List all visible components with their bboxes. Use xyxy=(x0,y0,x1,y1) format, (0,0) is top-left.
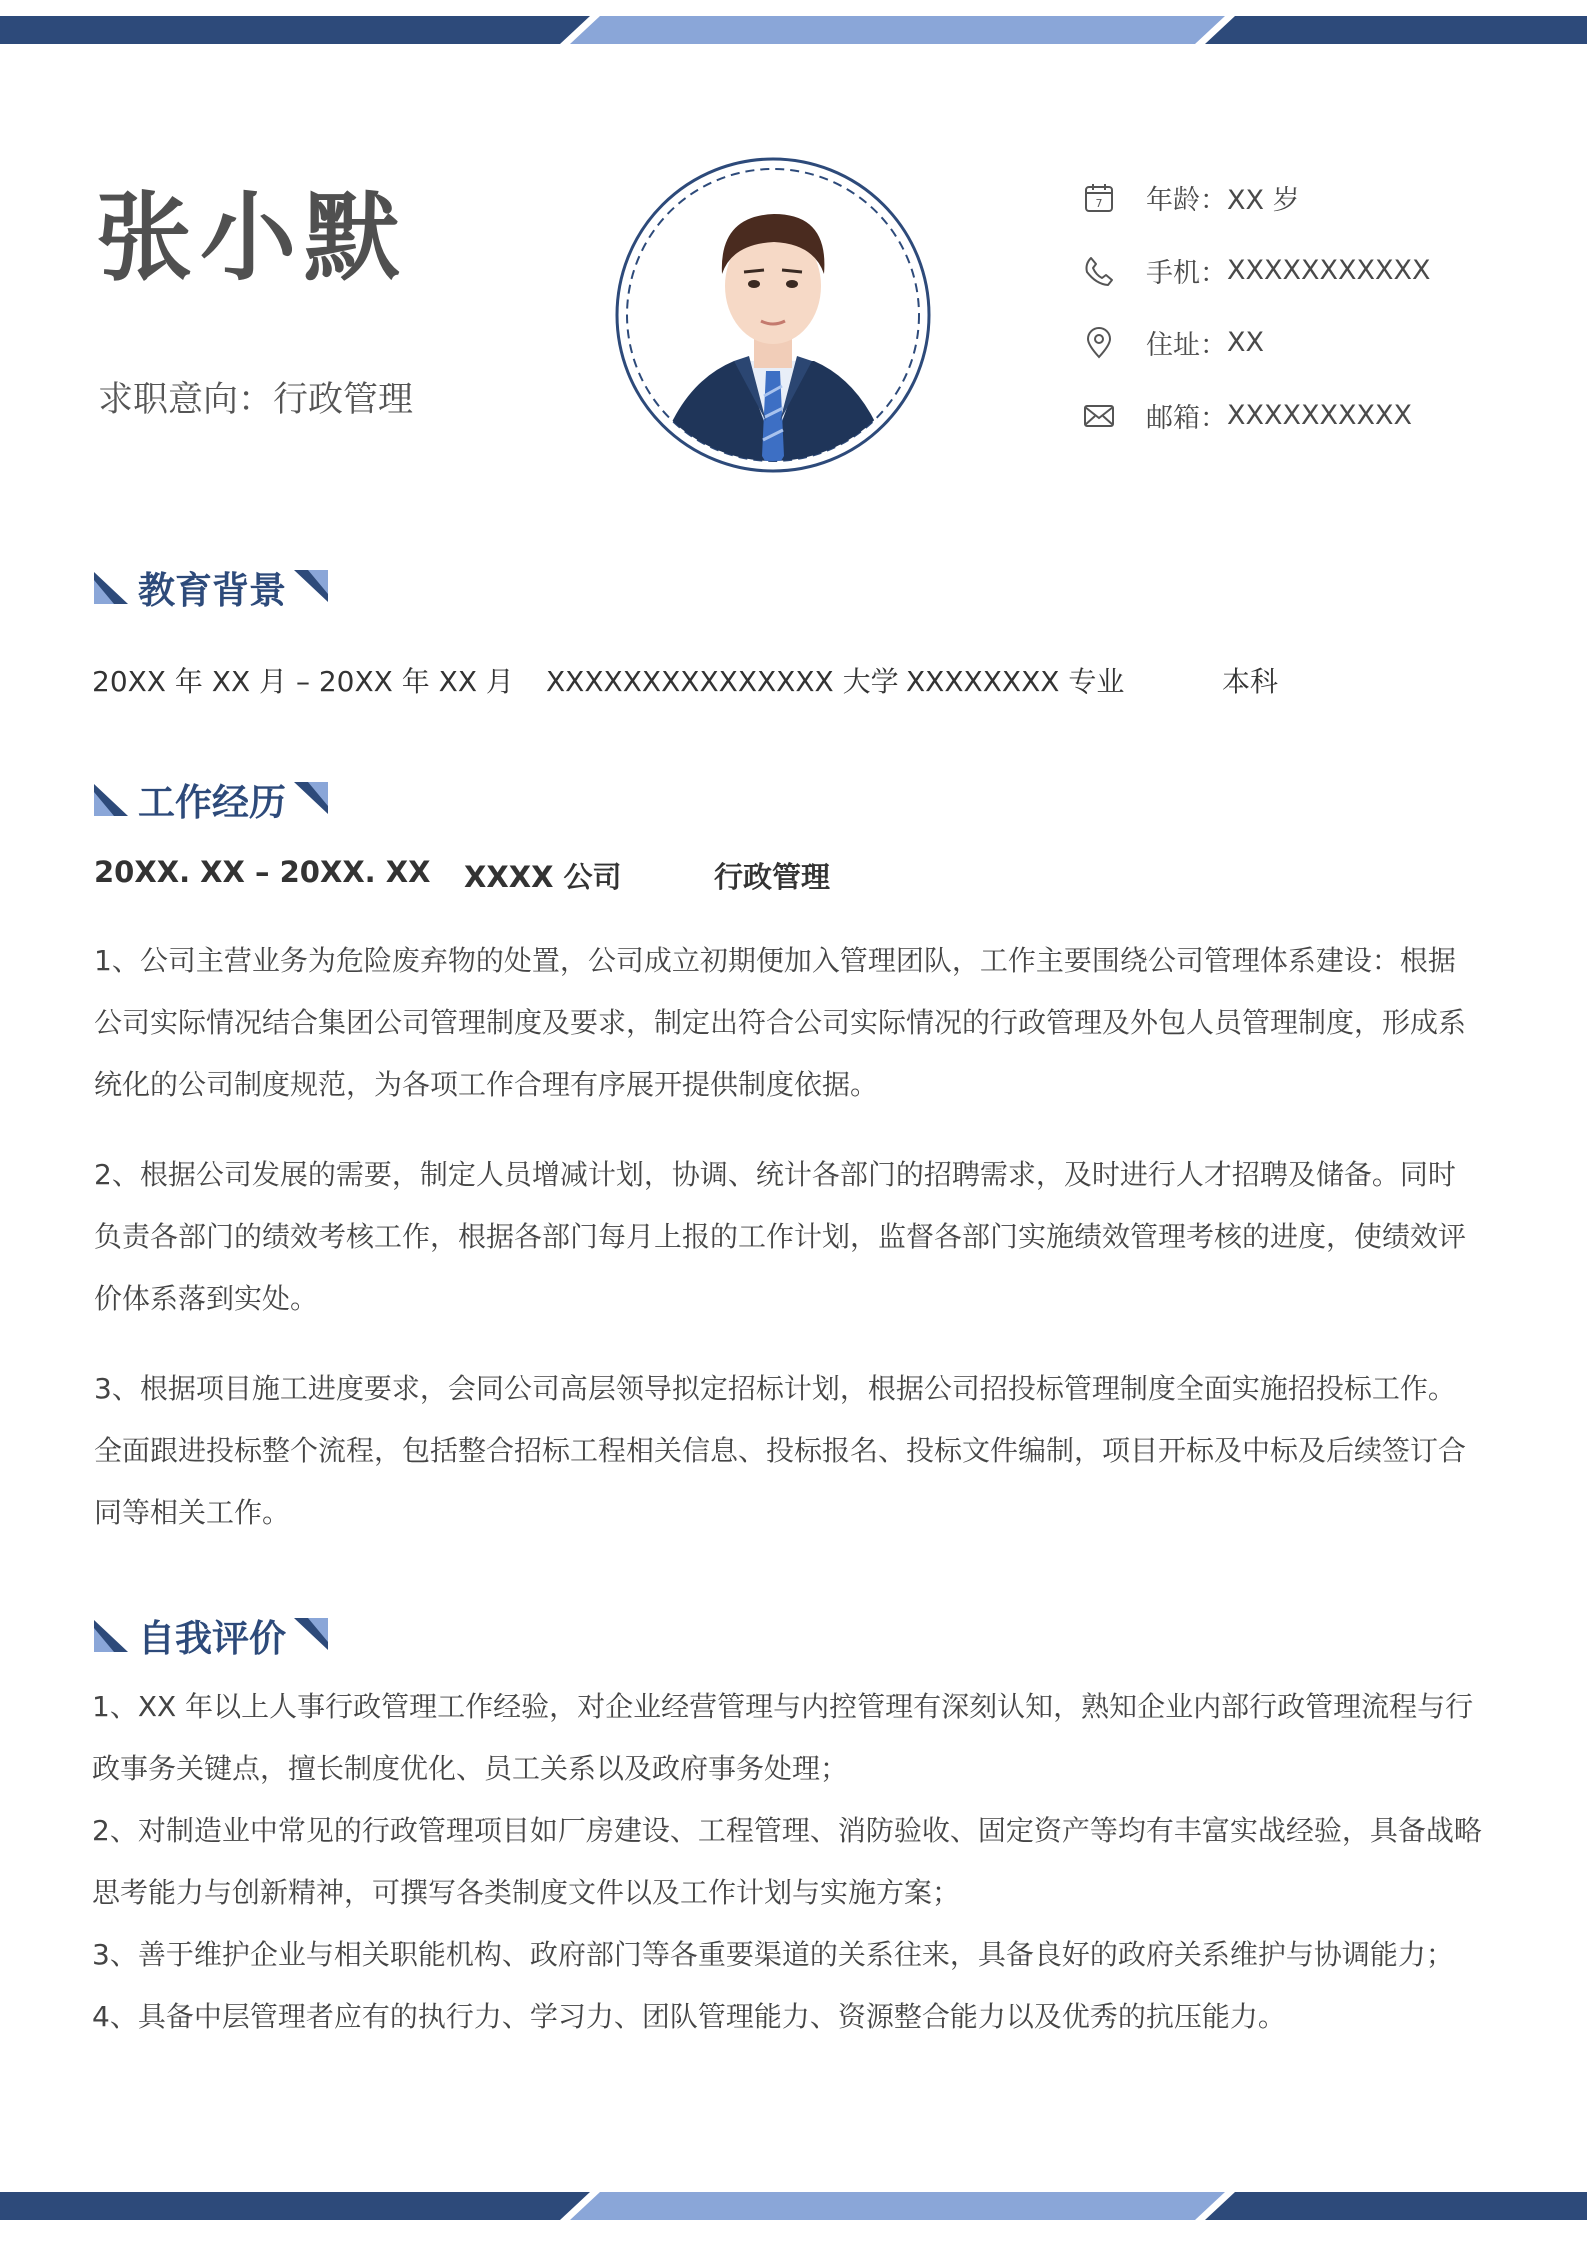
age-label: 年龄： xyxy=(1146,185,1227,216)
contact-address xyxy=(1082,323,1264,362)
evaluation-title: 自我评价 xyxy=(138,1617,286,1660)
evaluation-list xyxy=(92,1676,1492,2048)
list-item: 1、XX 年以上人事行政管理工作经验，对企业经营管理与内控管理有深刻认知，熟知企业内部行政管理流程与行政事务关键点，擅长制度优化、员工关系以及政府事务处理； xyxy=(92,1690,1474,1785)
section-corner-right-icon xyxy=(294,1618,328,1652)
contact-phone xyxy=(1082,251,1430,290)
phone-label: 手机： xyxy=(1146,258,1227,289)
education-school: XXXXXXXXXXXXXXX 大学 xyxy=(546,665,899,698)
top-decor-band xyxy=(0,16,1587,44)
section-title-work xyxy=(94,772,328,826)
list-item: 4、具备中层管理者应有的执行力、学习力、团队管理能力、资源整合能力以及优秀的抗压能力。 xyxy=(92,2000,1286,2033)
location-icon xyxy=(1082,326,1116,360)
work-period: 20XX. XX – 20XX. XX xyxy=(94,855,431,889)
svg-text:7: 7 xyxy=(1095,196,1103,210)
avatar xyxy=(614,156,932,474)
job-intent-value: 行政管理 xyxy=(273,380,414,420)
section-corner-right-icon xyxy=(294,782,328,816)
address-label: 住址： xyxy=(1146,330,1227,361)
candidate-name: 张小默 xyxy=(96,182,408,294)
list-item: 2、对制造业中常见的行政管理项目如厂房建设、工程管理、消防验收、固定资产等均有丰富实战经验，具备战略思考能力与创新精神，可撰写各类制度文件以及工作计划与实施方案； xyxy=(92,1814,1482,1909)
email-label: 邮箱： xyxy=(1146,403,1227,434)
education-major: XXXXXXXX 专业 xyxy=(906,665,1125,698)
section-title-evaluation xyxy=(94,1608,328,1662)
work-position: 行政管理 xyxy=(714,860,831,894)
job-intent xyxy=(98,372,413,422)
work-title: 工作经历 xyxy=(138,781,286,824)
job-intent-label: 求职意向： xyxy=(98,380,274,420)
section-corner-right-icon xyxy=(294,570,328,604)
mail-icon xyxy=(1082,399,1116,433)
contact-age xyxy=(1082,178,1300,217)
work-paragraph-3: 3、根据项目施工进度要求，会同公司高层领导拟定招标计划，根据公司招投标管理制度全面实施招投标工作。全面跟进投标整个流程，包括整合招标工程相关信息、投标报名、投标文件编制，项目开标及中标及后续签订合同等相关工作。 xyxy=(94,1372,1467,1529)
list-item: 3、善于维护企业与相关职能机构、政府部门等各重要渠道的关系往来，具备良好的政府关系维护与协调能力； xyxy=(92,1938,1454,1971)
education-title: 教育背景 xyxy=(138,569,286,612)
work-paragraph-1: 1、公司主营业务为危险废弃物的处置，公司成立初期便加入管理团队，工作主要围绕公司管理体系建设：根据公司实际情况结合集团公司管理制度及要求，制定出符合公司实际情况的行政管理及外包人员管理制度，形成系统化的公司制度规范，为各项工作合理有序展开提供制度依据。 xyxy=(94,944,1467,1101)
email-value: XXXXXXXXXX xyxy=(1227,400,1412,431)
section-title-education xyxy=(94,560,328,614)
calendar-icon xyxy=(1082,181,1116,215)
section-corner-left-icon xyxy=(94,782,128,816)
work-paragraph-2: 2、根据公司发展的需要，制定人员增减计划，协调、统计各部门的招聘需求，及时进行人才招聘及储备。同时负责各部门的绩效考核工作，根据各部门每月上报的工作计划，监督各部门实施绩效管理考核的进度，使绩效评价体系落到实处。 xyxy=(94,1158,1467,1315)
contact-email xyxy=(1082,396,1412,435)
section-corner-left-icon xyxy=(94,1618,128,1652)
work-company: XXXX 公司 xyxy=(464,860,622,894)
age-value: XX 岁 xyxy=(1227,185,1300,216)
education-period: 20XX 年 XX 月 – 20XX 年 XX 月 xyxy=(92,665,514,698)
education-degree: 本科 xyxy=(1222,665,1279,698)
phone-value: XXXXXXXXXXX xyxy=(1227,255,1431,286)
phone-icon xyxy=(1082,254,1116,288)
section-corner-left-icon xyxy=(94,570,128,604)
bottom-decor-band xyxy=(0,2192,1587,2220)
address-value: XX xyxy=(1227,327,1264,358)
